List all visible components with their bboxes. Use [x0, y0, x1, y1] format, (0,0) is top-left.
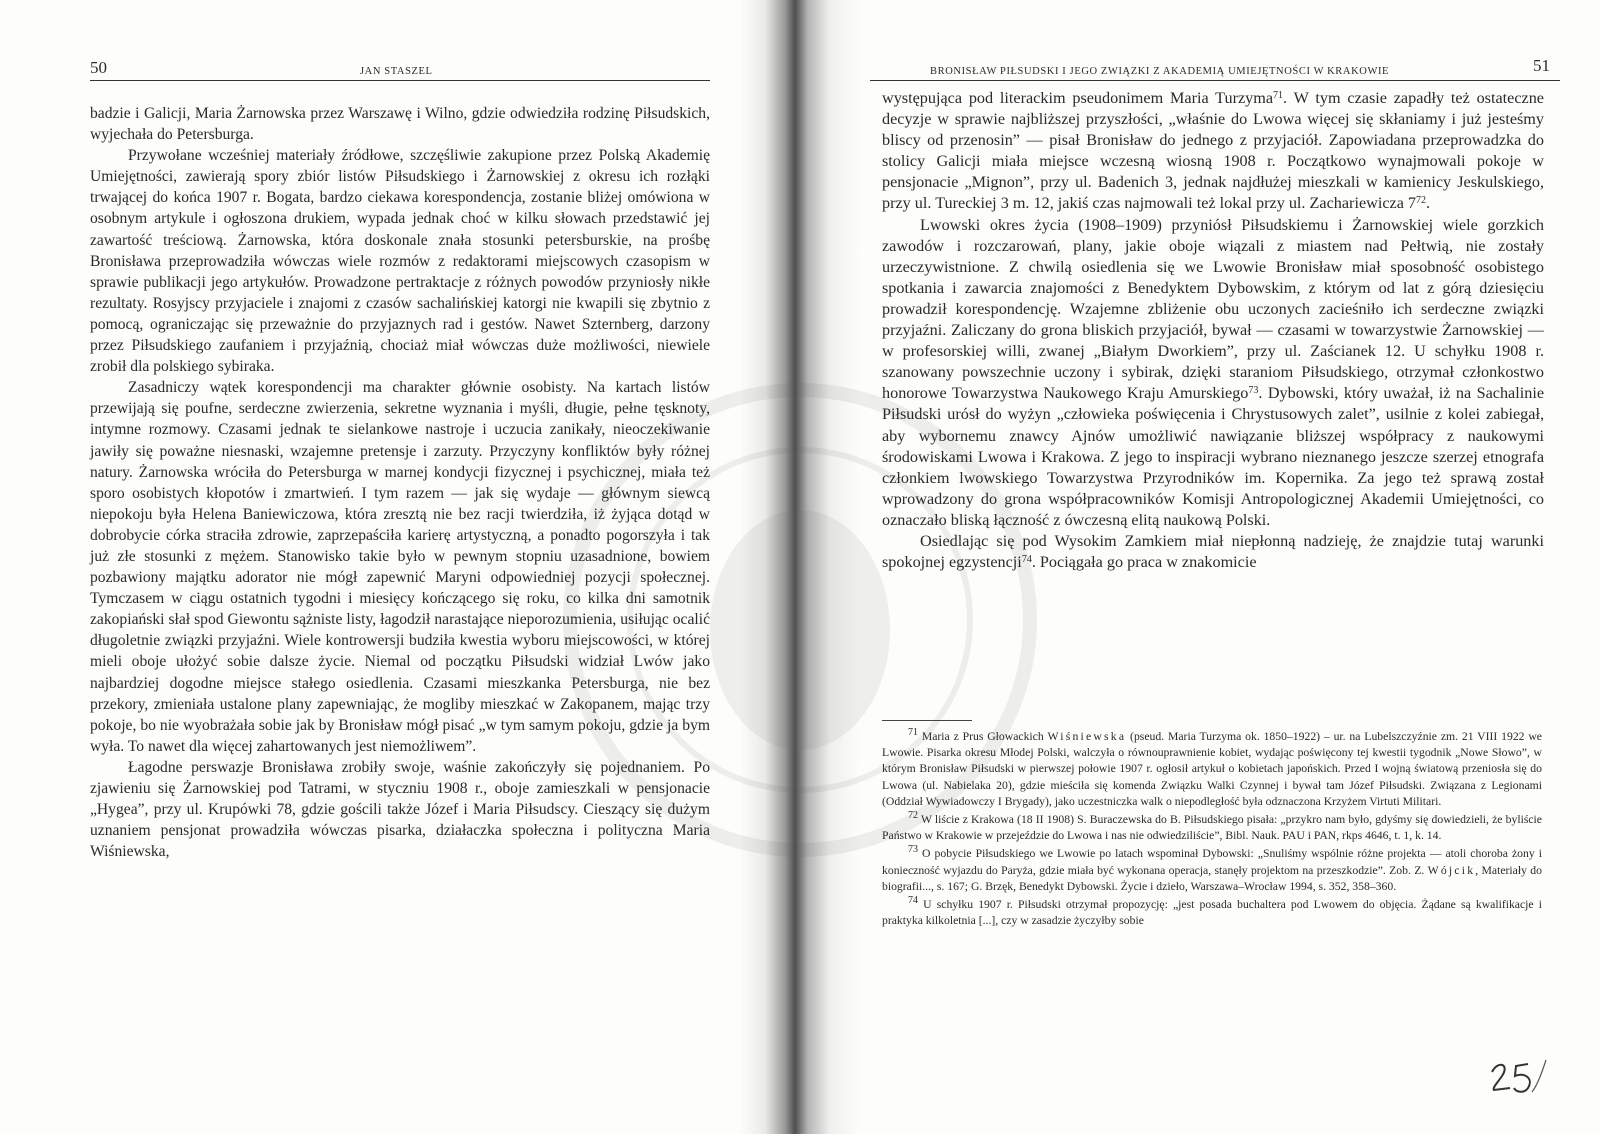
footnote-number: 74 [908, 895, 918, 907]
text-run: Osiedlając się pod Wysokim Zamkiem miał niepłonną nadzieję, że znajdzie tutaj warunki spokojnej egzystencji [882, 531, 1544, 572]
paragraph [882, 88, 1544, 215]
running-head: JAN STASZEL [360, 66, 433, 77]
footnote-text: , Materiały do biografii..., s. 167; G. Brzęk, Benedykt Dybowski. Życie i dzieło, Warszawa–Wrocław 1994, s. 352, 358–360. [882, 863, 1542, 893]
left-page-header [90, 58, 710, 81]
footnote [882, 897, 1542, 929]
right-page-header [870, 58, 1560, 81]
text-run: Lwowski okres życia (1908–1909) przyniósł Piłsudskiemu i Żarnowskiej wiele gorzkich zawodów i rozczarowań, plany, jakie oboje wiązali z miastem nad Pełtwią, nie zostały urzeczywistnione. Z chwilą osiedlenia się we Lwowie Bronisław miał sposobność osobistego spotkania i zawarcia znajomości z Benedyktem Dybowskim, z którym od lat z górą dziesięciu prowadził korespondencję. Wzajemne zbliżenie obu uczonych zacieśniło ich serdeczne związki przyjaźni. Zaliczany do grona bliskich przyjaciół, bywał — czasami w towarzystwie Żarnowskiej — w profesorskiej willi, zwanej „Białym Dworkiem”, przy ul. Zaścianek 12. U schyłku 1908 r. szanowany powszechnie uczony i sybirak, dzięki staraniom Piłsudskiego, otrzymał członkostwo honorowe Towarzystwa Naukowego Kraju Amurskiego [882, 215, 1544, 403]
text-run: . Dybowski, który uważał, iż na Sachalinie Piłsudski urósł do wyżyn „człowieka poświęcenia i Chrystusowych zalet”, usilnie z kolei zabiegał, aby wybornemu znawcy Ajnów umożliwić nawiązanie bliższej współpracy z naukowymi środowiskami Lwowa i Krakowa. Z jego to inspiracji wybrano nieznanego jeszcze szerzej etnografa członkiem lwowskiego Towarzystwa Przyrodników im. Kopernika. Za jego też sprawą został wprowadzony do grona współpracowników Komisji Antropologicznej Akademii Umiejętności, co oznaczało bliską łączność z ówczesną elitą naukową Polski. [882, 384, 1544, 529]
paragraph: Przywołane wcześniej materiały źródłowe, szczęśliwie zakupione przez Polską Akademię Umiejętności, zawierają spory zbiór listów Piłsudskiego i Żarnowskiej z okresu ich rozłąki trwającej do końca 1907 r. Bogata, bardzo ciekawa korespondencja, zostanie bliżej omówiona w osobnym artykule i ogłoszona drukiem, wypada jednak choć w kilku słowach przedstawić jej zawartość treściową. Żarnowska, która doskonale znała stosunki petersburskie, na prośbę Bronisława przeprowadziła wówczas wiele rozmów z redaktorami miejscowych czasopism w sprawie publikacji jego artykułów. Prowadzone pertraktacje z różnych powodów przyniosły nikłe rezultaty. Rosyjscy przyjaciele i znajomi z czasów sachalińskiej katorgi nie kwapili się zbytnio z pomocą, ograniczając się przeważnie do przyjaznych rad i gestów. Nawet Szternberg, darzony przez Piłsudskiego zaufaniem i przyjaźnią, chociaż miał wówczas duże możliwości, niewiele zrobił dla polskiego sybiraka. [90, 147, 710, 376]
footnote-ref: 73 [1248, 385, 1259, 397]
footnote-text: O pobycie Piłsudskiego we Lwowie po latach wspominał Dybowski: „Snuliśmy wspólnie różne projekta — atoli choroba żony i konieczność wyjazdu do Paryża, gdzie miała być wykonana operacja, stanęły projektom na przeszkodzie”. Zob. Z. [882, 847, 1542, 877]
footnote-number: 72 [908, 810, 918, 822]
footnote-text: (pseud. Maria Turzyma ok. 1850–1922) – ur. na Lubelszczyźnie zm. 21 VIII 1922 we Lwowie. Pisarka okresu Młodej Polski, walczyła o równouprawnienie kobiet, wydając poświęcony tej kwestii tygodnik „Nowe Słowo”, w którym Bronisław Piłsudski w pierwszej połowie 1907 r. ogłosił artykuł o kobietach japońskich. Przed I wojną światową przeniosła się do Lwowa (ul. Nabielaka 20), gdzie mieściła się komenda Związku Walki Czynnej i bywał tam Józef Piłsudski. Związana z Legionami (Oddział Wywiadowczy I Brygady), jako uczestniczka walk o niepodległość była odznaczona Krzyżem Virtuti Militari. [882, 730, 1542, 808]
footnote-name: Wiśniewska [1047, 730, 1127, 743]
footnotes [882, 729, 1542, 929]
paragraph [882, 215, 1544, 531]
page-number: 50 [90, 58, 107, 77]
footnote-number: 71 [908, 727, 918, 738]
handwritten-page-note [1488, 1058, 1548, 1098]
footnote-ref: 74 [1021, 554, 1032, 566]
text-run: . [1426, 194, 1431, 213]
footnote-ref: 71 [1273, 90, 1284, 101]
footnote [882, 729, 1542, 810]
footnote-text: Maria z Prus Głowackich [918, 730, 1048, 743]
footnote-number: 73 [908, 844, 918, 856]
right-body-text [882, 88, 1544, 573]
text-run: . W tym czasie zapadły też ostateczne decyzje w sprawie najbliższej przyszłości, „właśnie do Lwowa więcej się skłaniamy i już jesteśmy bliscy od przenosin” — pisał Bronisław do jednego z przyjaciół. Zapowiadana przeprowadzka do stolicy Galicji miała miejsce wczesną wiosną 1908 r. Początkowo wynajmowali pokoje w pensjonacie „Mignon”, przy ul. Badenich 3, jednak najdłużej mieszkali w kamienicy Jeskulskiego, przy ul. Tureckiej 3 m. 12, jakiś czas najmowali też lokal przy ul. Zachariewicza 7 [882, 89, 1544, 213]
running-head: BRONISŁAW PIŁSUDSKI I JEGO ZWIĄZKI Z AKADEMIĄ UMIEJĘTNOŚCI W KRAKOWIE [930, 66, 1390, 77]
footnote [882, 846, 1542, 895]
text-run: . Pociągała go praca w znakomicie [1031, 553, 1257, 572]
page-number: 51 [1533, 56, 1550, 75]
paragraph: badzie i Galicji, Maria Żarnowska przez Warszawę i Wilno, gdzie odwiedziła rodzinę Piłsudskich, wyjechała do Petersburga. [90, 105, 710, 144]
paragraph [882, 531, 1544, 573]
right-page [780, 0, 1600, 1134]
paragraph: Zasadniczy wątek korespondencji ma charakter głównie osobisty. Na kartach listów przewijają się poufne, serdeczne zwierzenia, sekretne wyznania i myśli, długie, pełne tęsknoty, intymne rozmowy. Czasami jednak te sielankowe nastroje i uczucia zanikały, nieoczekiwanie jawiły się poważne niesnaski, wzajemne pretensje i zarzuty. Przyczyny konfliktów były różnej natury. Żarnowska wróciła do Petersburga w marnej kondycji fizycznej i psychicznej, miała też sporo osobistych kłopotów i zmartwień. I tym razem — jak się wydaje — głównym siewcą niepokoju była Helena Baniewiczowa, która zresztą nie bez racji twierdziła, iż żyjąca dotąd w dobrobycie córka straciła zdrowie, zaprzepaściła karierę artystyczną, a ponadto pogorszyła i tak już złe stosunki z mężem. Stanowisko takie było w pewnym stopniu uzasadnione, bowiem pozbawiony majątku adorator nie mógł zapewnić Maryni odpowiedniej pozycji społecznej. Tymczasem w ciągu ostatnich tygodni i miesięcy kończącego się roku, co kilka dni samotnik zakopiański słał spod Giewontu sążniste listy, łagodził narastające nieporozumienia, usiłując ocalić długoletnie związki przyjaźni. Wiele kontrowersji budziła kwestia wyboru miejscowości, w której mieli oboje ułożyć sobie dalsze życie. Niemal od początku Piłsudski widział Lwów jako najbardziej dogodne miejsce stałego osiedlenia. Czasami mieszkanka Petersburga, nie bez przekory, zmieniała ustalone plany zapewniając, że mogliby mieszkać w Zakopanem, mając trzy pokoje, bo nie wyobrażała sobie jak by Bronisław mógł pisać „w tym samym pokoju, gdzie ja bym wyła. To nawet dla więcej zahartowanych jest niemożliwem”. [90, 379, 710, 755]
text-run: występująca pod literackim pseudonimem Maria Turzyma [882, 89, 1274, 107]
footnote [882, 812, 1542, 844]
footnote-text: U schyłku 1907 r. Piłsudski otrzymał propozycję: „jest posada buchaltera pod Lwowem do objęcia. Żądane są kwalifikacje i praktyka kilkoletnia [...], czy w zasadzie życzyłby sobie [882, 898, 1542, 928]
footnote-name: Wójcik [1427, 863, 1476, 877]
footnote-ref: 72 [1416, 195, 1427, 207]
paragraph: Łagodne perswazje Bronisława zrobiły swoje, waśnie zakończyły się pojednaniem. Po zjawieniu się Żarnowskiej pod Tatrami, w styczniu 1908 r., oboje zamieszkali w pensjonacie „Hygea”, przy ul. Krupówki 78, gdzie gościli także Józef i Maria Piłsudscy. Cieszący się dużym uznaniem pensjonat prowadziła wówczas pisarka, działaczka społeczna i polityczna Maria Wiśniewska, [90, 758, 710, 861]
footnote-text: W liście z Krakowa (18 II 1908) S. Buraczewska do B. Piłsudskiego pisała: „przykro nam było, gdyśmy się dowiedzieli, że byliście Państwo w Krakowie w przejeździe do Lwowa i nas nie odwiedziliście”, Bibl. Nauk. PAU i PAN, rkps 4646, t. 1, k. 14. [882, 813, 1542, 843]
footnote-separator [882, 720, 972, 721]
